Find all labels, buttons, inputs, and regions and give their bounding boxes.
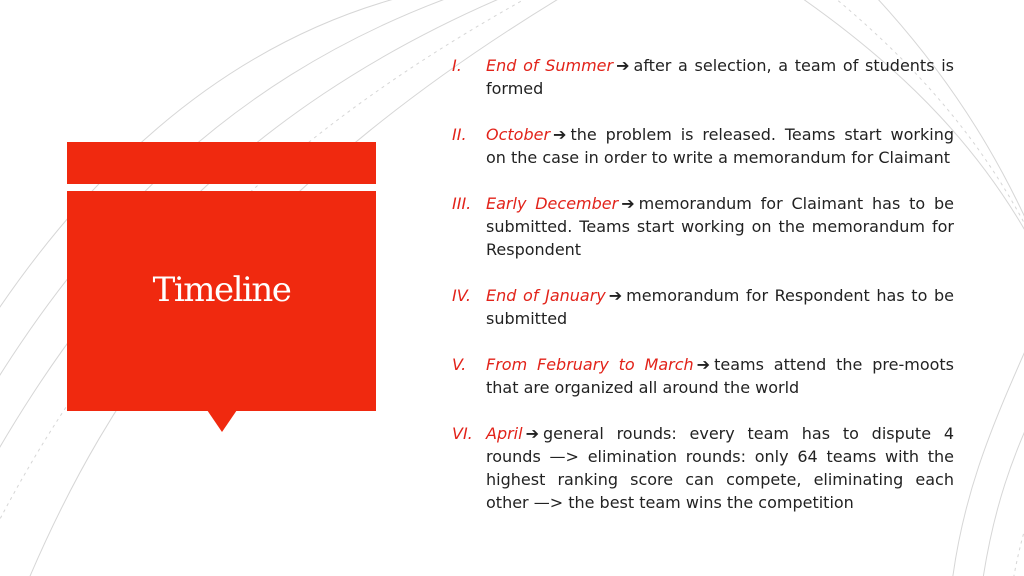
timeline-item <box>452 284 954 330</box>
timeline-text: teams attend the pre-moots that are organized all around the world <box>486 355 954 397</box>
arrow-right-icon: ➔ <box>621 194 635 213</box>
timeline-numeral: VI. <box>452 424 473 443</box>
timeline-item <box>452 123 954 169</box>
timeline-text: general rounds: every team has to dispute 4 rounds —> elimination rounds: only 64 teams with the highest ranking score can compete, eliminating each other —> the best team wins the competition <box>486 424 954 512</box>
timeline-numeral: I. <box>452 56 462 75</box>
slide-title: Timeline <box>152 270 291 310</box>
timeline-description <box>486 192 954 261</box>
timeline-period: April <box>486 424 523 443</box>
timeline-numeral: II. <box>452 125 467 144</box>
timeline-period: End of January <box>486 286 606 305</box>
arrow-right-icon: ➔ <box>696 355 711 374</box>
timeline-text: memorandum for Claimant has to be submitted. Teams start working on the memorandum for Respondent <box>486 194 955 259</box>
header-accent-bar <box>67 142 376 184</box>
timeline-text: after a selection, a team of students is formed <box>486 56 955 98</box>
timeline-item <box>452 422 954 514</box>
timeline-period: Early December <box>486 194 619 213</box>
timeline-description <box>486 54 954 100</box>
timeline-text: the problem is released. Teams start working on the case in order to write a memorandum for Claimant <box>486 125 954 167</box>
arrow-right-icon: ➔ <box>616 56 630 75</box>
timeline-item <box>452 54 954 100</box>
arrow-right-icon: ➔ <box>525 424 539 443</box>
timeline-numeral: III. <box>452 194 472 213</box>
timeline-list <box>452 54 954 537</box>
timeline-period: From February to March <box>486 355 694 374</box>
arrow-right-icon: ➔ <box>553 125 567 144</box>
timeline-description <box>486 353 954 399</box>
timeline-numeral: V. <box>452 355 467 374</box>
timeline-description <box>486 123 954 169</box>
timeline-period: October <box>486 125 551 144</box>
timeline-description <box>486 284 954 330</box>
timeline-description <box>486 422 954 514</box>
arrow-right-icon: ➔ <box>608 286 623 305</box>
timeline-item <box>452 192 954 261</box>
timeline-text: memorandum for Respondent has to be submitted <box>486 286 955 328</box>
card-pointer <box>207 410 237 432</box>
timeline-item <box>452 353 954 399</box>
timeline-numeral: IV. <box>452 286 471 305</box>
timeline-period: End of Summer <box>486 56 614 75</box>
